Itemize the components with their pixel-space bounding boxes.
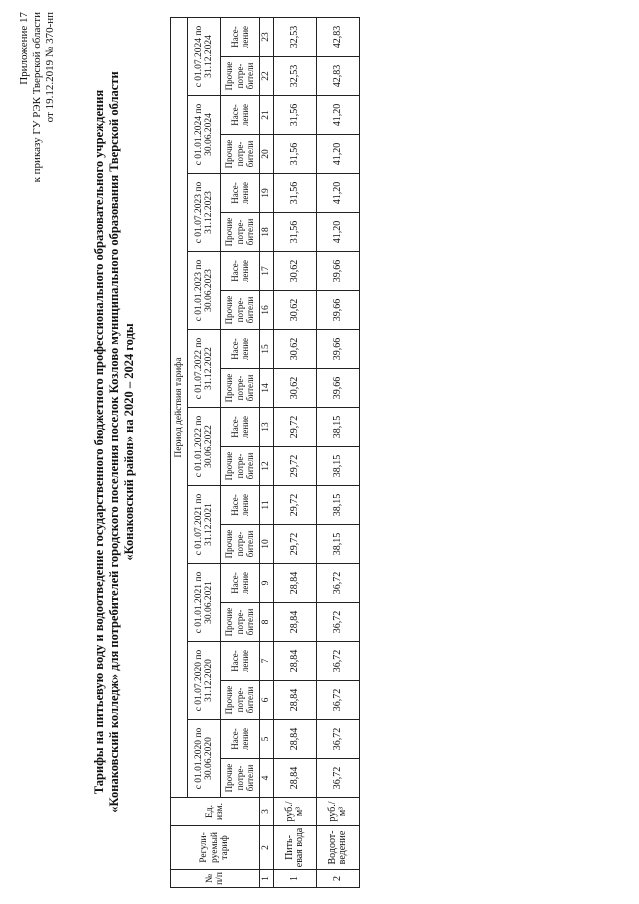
period-header: с 01.07.2020 по 31.12.2020 xyxy=(188,642,221,720)
subheader-other-consumers: Прочие потре-бители xyxy=(221,525,260,564)
tariff-value: 36,72 xyxy=(317,603,360,642)
tariff-value: 30,62 xyxy=(274,252,317,291)
period-header: с 01.01.2020 по 30.06.2020 xyxy=(188,720,221,798)
period-header: с 01.07.2023 по 31.12.2023 xyxy=(188,174,221,252)
column-number: 1 xyxy=(260,870,274,888)
subheader-other-consumers: Прочие потре-бители xyxy=(221,759,260,798)
header-service: Регули-руемый тариф xyxy=(171,826,260,870)
subheader-population: Насе-ление xyxy=(221,252,260,291)
tariff-value: 29,72 xyxy=(274,447,317,486)
header-unit: Ед. изм. xyxy=(171,798,260,826)
tariff-value: 41,20 xyxy=(317,213,360,252)
tariff-value: 39,66 xyxy=(317,291,360,330)
tariff-value: 29,72 xyxy=(274,525,317,564)
column-number: 8 xyxy=(260,603,274,642)
tariff-value: 32,53 xyxy=(274,57,317,96)
period-header: с 01.07.2024 по 31.12.2024 xyxy=(188,18,221,96)
tariff-value: 31,56 xyxy=(274,174,317,213)
tariff-value: 38,15 xyxy=(317,408,360,447)
subheader-other-consumers: Прочие потре-бители xyxy=(221,57,260,96)
tariff-value: 39,66 xyxy=(317,252,360,291)
row-number: 2 xyxy=(317,870,360,888)
period-header: с 01.01.2022 по 30.06.2022 xyxy=(188,408,221,486)
column-number: 7 xyxy=(260,642,274,681)
tariff-value: 28,84 xyxy=(274,759,317,798)
column-number: 5 xyxy=(260,720,274,759)
tariff-value: 31,56 xyxy=(274,135,317,174)
column-number: 22 xyxy=(260,57,274,96)
column-number: 2 xyxy=(260,826,274,870)
tariff-value: 28,84 xyxy=(274,642,317,681)
tariff-value: 38,15 xyxy=(317,525,360,564)
column-number: 21 xyxy=(260,96,274,135)
subheader-population: Насе-ление xyxy=(221,18,260,57)
table-row xyxy=(317,18,360,888)
tariff-value: 42,83 xyxy=(317,57,360,96)
tariff-value: 32,53 xyxy=(274,18,317,57)
column-number: 14 xyxy=(260,369,274,408)
subheader-other-consumers: Прочие потре-бители xyxy=(221,291,260,330)
period-header: с 01.01.2023 по 30.06.2023 xyxy=(188,252,221,330)
column-number: 9 xyxy=(260,564,274,603)
tariff-value: 41,20 xyxy=(317,96,360,135)
subheader-population: Насе-ление xyxy=(221,642,260,681)
tariff-value: 36,72 xyxy=(317,759,360,798)
title-line: «Конаковский колледж» для потребителей городского поселения поселок Козлово муниципального образования Тверской области xyxy=(107,71,121,813)
subheader-other-consumers: Прочие потре-бители xyxy=(221,603,260,642)
column-number: 20 xyxy=(260,135,274,174)
tariff-value: 29,72 xyxy=(274,408,317,447)
appendix-block xyxy=(18,12,57,372)
column-number: 23 xyxy=(260,18,274,57)
period-header: с 01.07.2022 по 31.12.2022 xyxy=(188,330,221,408)
subheader-population: Насе-ление xyxy=(221,174,260,213)
tariff-value: 36,72 xyxy=(317,564,360,603)
subheader-other-consumers: Прочие потре-бители xyxy=(221,681,260,720)
subheader-other-consumers: Прочие потре-бители xyxy=(221,213,260,252)
tariff-value: 31,56 xyxy=(274,213,317,252)
row-service: Пить-евая вода xyxy=(274,826,317,870)
column-number: 3 xyxy=(260,798,274,826)
period-header: с 01.01.2024 по 30.06.2024 xyxy=(188,96,221,174)
tariff-value: 36,72 xyxy=(317,642,360,681)
column-number: 4 xyxy=(260,759,274,798)
row-number: 1 xyxy=(274,870,317,888)
header-no: № п/п xyxy=(171,870,260,888)
subheader-population: Насе-ление xyxy=(221,564,260,603)
subheader-population: Насе-ление xyxy=(221,486,260,525)
title-line: «Конаковский район» на 2020 – 2024 годы xyxy=(122,323,136,561)
tariff-value: 30,62 xyxy=(274,369,317,408)
column-number: 12 xyxy=(260,447,274,486)
column-number: 11 xyxy=(260,486,274,525)
row-service: Водоот-ведение xyxy=(317,826,360,870)
column-number: 15 xyxy=(260,330,274,369)
tariff-value: 31,56 xyxy=(274,96,317,135)
subheader-population: Насе-ление xyxy=(221,720,260,759)
header-period: Период действия тарифа xyxy=(171,18,188,798)
row-unit: руб./м³ xyxy=(274,798,317,826)
tariff-value: 42,83 xyxy=(317,18,360,57)
period-header: с 01.01.2021 по 30.06.2021 xyxy=(188,564,221,642)
tariff-value: 39,66 xyxy=(317,369,360,408)
column-number: 6 xyxy=(260,681,274,720)
tariff-value: 28,84 xyxy=(274,681,317,720)
tariff-value: 28,84 xyxy=(274,564,317,603)
subheader-population: Насе-ление xyxy=(221,408,260,447)
table-row xyxy=(274,18,317,888)
rotated-content xyxy=(10,12,630,892)
document-title xyxy=(92,32,137,852)
tariff-value: 39,66 xyxy=(317,330,360,369)
column-number: 18 xyxy=(260,213,274,252)
subheader-population: Насе-ление xyxy=(221,96,260,135)
tariff-table xyxy=(170,17,360,888)
tariff-value: 36,72 xyxy=(317,720,360,759)
subheader-other-consumers: Прочие потре-бители xyxy=(221,135,260,174)
tariff-value: 36,72 xyxy=(317,681,360,720)
tariff-value: 29,72 xyxy=(274,486,317,525)
tariff-value: 41,20 xyxy=(317,174,360,213)
title-line: Тарифы на питьевую воду и водоотведение государственного бюджетного профессионального образовательного учреждения xyxy=(92,89,106,795)
column-number: 17 xyxy=(260,252,274,291)
tariff-value: 41,20 xyxy=(317,135,360,174)
tariff-value: 28,84 xyxy=(274,720,317,759)
subheader-other-consumers: Прочие потре-бители xyxy=(221,369,260,408)
column-number: 10 xyxy=(260,525,274,564)
tariff-value: 28,84 xyxy=(274,603,317,642)
tariff-value: 38,15 xyxy=(317,486,360,525)
period-header: с 01.07.2021 по 31.12.2021 xyxy=(188,486,221,564)
column-number: 19 xyxy=(260,174,274,213)
tariff-value: 30,62 xyxy=(274,291,317,330)
subheader-population: Насе-ление xyxy=(221,330,260,369)
tariff-value: 30,62 xyxy=(274,330,317,369)
tariff-value: 38,15 xyxy=(317,447,360,486)
appendix-line: Приложение 17 xyxy=(18,12,30,85)
column-number: 16 xyxy=(260,291,274,330)
appendix-line: от 19.12.2019 № 370-нп xyxy=(44,12,56,123)
appendix-line: к приказу ГУ РЭК Тверской области xyxy=(31,12,43,183)
row-unit: руб./м³ xyxy=(317,798,360,826)
column-number: 13 xyxy=(260,408,274,447)
subheader-other-consumers: Прочие потре-бители xyxy=(221,447,260,486)
